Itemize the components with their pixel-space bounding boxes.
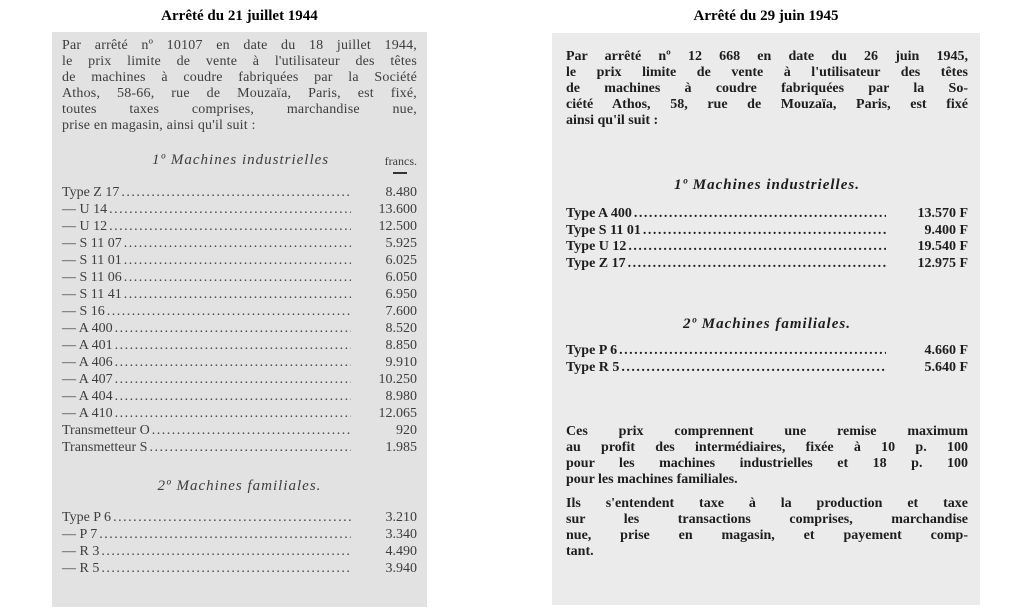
left-intro-line: de machines à coudre fabriquées par la Société — [62, 70, 417, 85]
leader-dots — [628, 239, 886, 256]
leader-dots — [634, 206, 886, 223]
price-row — [62, 184, 417, 201]
right-section1-title: 1º Machines industrielles. — [674, 177, 860, 193]
row-label: Type R 5 — [566, 359, 620, 375]
newspaper-clipping-1945 — [552, 33, 980, 605]
price-row — [566, 360, 968, 377]
left-intro-line: Par arrêté nº 10107 en date du 18 juillet 1944, — [62, 38, 417, 53]
price-row — [62, 320, 417, 337]
price-row — [62, 371, 417, 388]
price-row — [62, 509, 417, 526]
price-row — [62, 422, 417, 439]
leader-dots — [101, 543, 351, 560]
price-row — [62, 543, 417, 560]
right-note-line: pour les machines familiales. — [566, 472, 738, 487]
row-price: 6.950 — [385, 287, 417, 302]
leader-dots — [621, 360, 886, 377]
row-price: 9.910 — [385, 355, 417, 370]
price-row — [62, 235, 417, 252]
price-row — [62, 337, 417, 354]
row-price: 12.975 F — [917, 255, 968, 271]
price-row — [566, 223, 968, 240]
price-row — [62, 354, 417, 371]
price-row — [62, 218, 417, 235]
leader-dots — [619, 343, 886, 360]
row-label: — S 16 — [62, 304, 105, 319]
row-price: 920 — [396, 423, 417, 438]
leader-dots — [149, 439, 351, 456]
row-label: — A 407 — [62, 372, 113, 387]
row-price: 8.850 — [385, 338, 417, 353]
row-label: Type S 11 01 — [566, 222, 641, 238]
row-label: Type P 6 — [62, 510, 112, 525]
row-label: — S 11 06 — [62, 270, 122, 285]
leader-dots — [115, 320, 351, 337]
right-industrial-price-list — [566, 206, 968, 272]
row-price: 13.570 F — [917, 206, 968, 221]
row-price: 3.210 — [385, 510, 417, 525]
right-note-line: Ces prix comprennent une remise maximum — [566, 424, 968, 439]
right-intro-paragraph — [566, 49, 968, 129]
leader-dots — [152, 422, 351, 439]
right-intro-line: Par arrêté nº 12 668 en date du 26 juin 1945, — [566, 49, 968, 64]
right-column-heading: Arrêté du 29 juin 1945 — [693, 8, 839, 24]
left-unit-underline — [393, 172, 407, 174]
row-price: 13.600 — [378, 202, 417, 217]
row-price: 5.640 F — [924, 359, 968, 375]
price-row — [62, 201, 417, 218]
row-label: — A 400 — [62, 321, 113, 336]
price-row — [566, 343, 968, 360]
leader-dots — [99, 526, 351, 543]
row-label: — R 3 — [62, 544, 100, 559]
row-price: 3.940 — [385, 561, 417, 576]
leader-dots — [109, 218, 351, 235]
leader-dots — [109, 201, 351, 218]
leader-dots — [115, 388, 351, 405]
price-row — [62, 269, 417, 286]
row-label: — A 406 — [62, 355, 113, 370]
right-note-line: nue, prise en magasin, et payement comp- — [566, 528, 968, 543]
row-price: 3.340 — [385, 527, 417, 542]
leader-dots — [124, 269, 351, 286]
price-row — [62, 439, 417, 456]
row-label: Type A 400 — [566, 206, 632, 221]
leader-dots — [101, 560, 351, 577]
leader-dots — [124, 235, 351, 252]
right-note-line: pour les machines industrielles et 18 p. 100 — [566, 456, 968, 471]
leader-dots — [113, 509, 351, 526]
price-row — [566, 256, 968, 273]
leader-dots — [115, 371, 351, 388]
left-intro-line: toutes taxes comprises, marchandise nue, — [62, 102, 417, 117]
price-row — [62, 405, 417, 422]
left-section1-title: 1º Machines industrielles — [152, 152, 330, 168]
right-discount-note — [566, 424, 968, 488]
right-note-line: Ils s'entendent taxe à la production et taxe — [566, 496, 968, 511]
price-row — [62, 388, 417, 405]
row-price: 8.480 — [385, 185, 417, 200]
row-label: Type Z 17 — [566, 255, 626, 271]
right-intro-line: ainsi qu'il suit : — [566, 113, 659, 128]
row-price: 6.025 — [385, 253, 417, 268]
row-label: Type U 12 — [566, 239, 627, 254]
row-label: — U 12 — [62, 219, 108, 234]
row-price: 4.660 F — [924, 343, 968, 358]
leader-dots — [643, 223, 886, 240]
leader-dots — [107, 303, 351, 320]
left-intro-paragraph — [62, 38, 417, 134]
left-family-price-list — [62, 509, 417, 577]
leader-dots — [115, 354, 351, 371]
price-row — [566, 206, 968, 223]
price-row — [62, 560, 417, 577]
right-family-price-list — [566, 343, 968, 376]
right-note-line: sur les transactions comprises, marchandise — [566, 512, 968, 527]
right-intro-line: de machines à coudre fabriquées par la So- — [566, 81, 968, 96]
left-intro-line: prise en magasin, ainsi qu'il suit : — [62, 118, 256, 133]
row-label: — A 410 — [62, 406, 113, 421]
left-industrial-price-list — [62, 184, 417, 456]
left-column-heading: Arrêté du 21 juillet 1944 — [161, 8, 318, 24]
row-label: — S 11 01 — [62, 253, 122, 268]
row-label: — R 5 — [62, 561, 100, 576]
right-note-line: au profit des intermédiaires, fixée à 10 p. 100 — [566, 440, 968, 455]
leader-dots — [115, 405, 351, 422]
row-price: 7.600 — [385, 304, 417, 319]
row-price: 5.925 — [385, 236, 417, 251]
leader-dots — [628, 256, 886, 273]
row-label: — P 7 — [62, 527, 98, 542]
left-section2-title: 2º Machines familiales. — [157, 478, 322, 494]
leader-dots — [124, 252, 351, 269]
row-label: — S 11 41 — [62, 287, 122, 302]
row-price: 4.490 — [385, 544, 417, 559]
row-price: 1.985 — [385, 440, 417, 455]
right-tax-note — [566, 496, 968, 560]
row-label: Transmetteur S — [62, 440, 148, 455]
price-row — [62, 286, 417, 303]
leader-dots — [121, 184, 351, 201]
left-intro-line: Athos, 58-66, rue de Mouzaïa, Paris, est fixé, — [62, 86, 417, 101]
row-label: — A 404 — [62, 389, 113, 404]
left-section1-header — [62, 152, 417, 174]
left-intro-line: le prix limite de vente à l'utilisateur des têtes — [62, 54, 417, 69]
right-intro-line: le prix limite de vente à l'utilisateur des têtes — [566, 65, 968, 80]
row-price: 8.980 — [385, 389, 417, 404]
right-intro-line: ciété Athos, 58, rue de Mouzaïa, Paris, est fixé — [566, 97, 968, 112]
price-row — [62, 526, 417, 543]
row-price: 12.500 — [378, 219, 417, 234]
row-price: 9.400 F — [924, 222, 968, 238]
row-label: Type Z 17 — [62, 185, 120, 200]
row-label: Type P 6 — [566, 343, 618, 358]
row-label: — S 11 07 — [62, 236, 122, 251]
price-row — [566, 239, 968, 256]
right-section2-title: 2º Machines familiales. — [683, 316, 851, 332]
leader-dots — [124, 286, 351, 303]
row-price: 8.520 — [385, 321, 417, 336]
row-price: 10.250 — [378, 372, 417, 387]
right-note-line: tant. — [566, 544, 594, 559]
row-label: Transmetteur O — [62, 423, 150, 438]
row-price: 6.050 — [385, 270, 417, 285]
left-unit-label: francs. — [384, 154, 417, 168]
row-label: — U 14 — [62, 202, 108, 217]
price-row — [62, 252, 417, 269]
row-price: 19.540 F — [917, 239, 968, 254]
price-row — [62, 303, 417, 320]
newspaper-clipping-1944 — [52, 32, 427, 607]
row-price: 12.065 — [378, 406, 417, 421]
row-label: — A 401 — [62, 338, 113, 353]
leader-dots — [115, 337, 351, 354]
